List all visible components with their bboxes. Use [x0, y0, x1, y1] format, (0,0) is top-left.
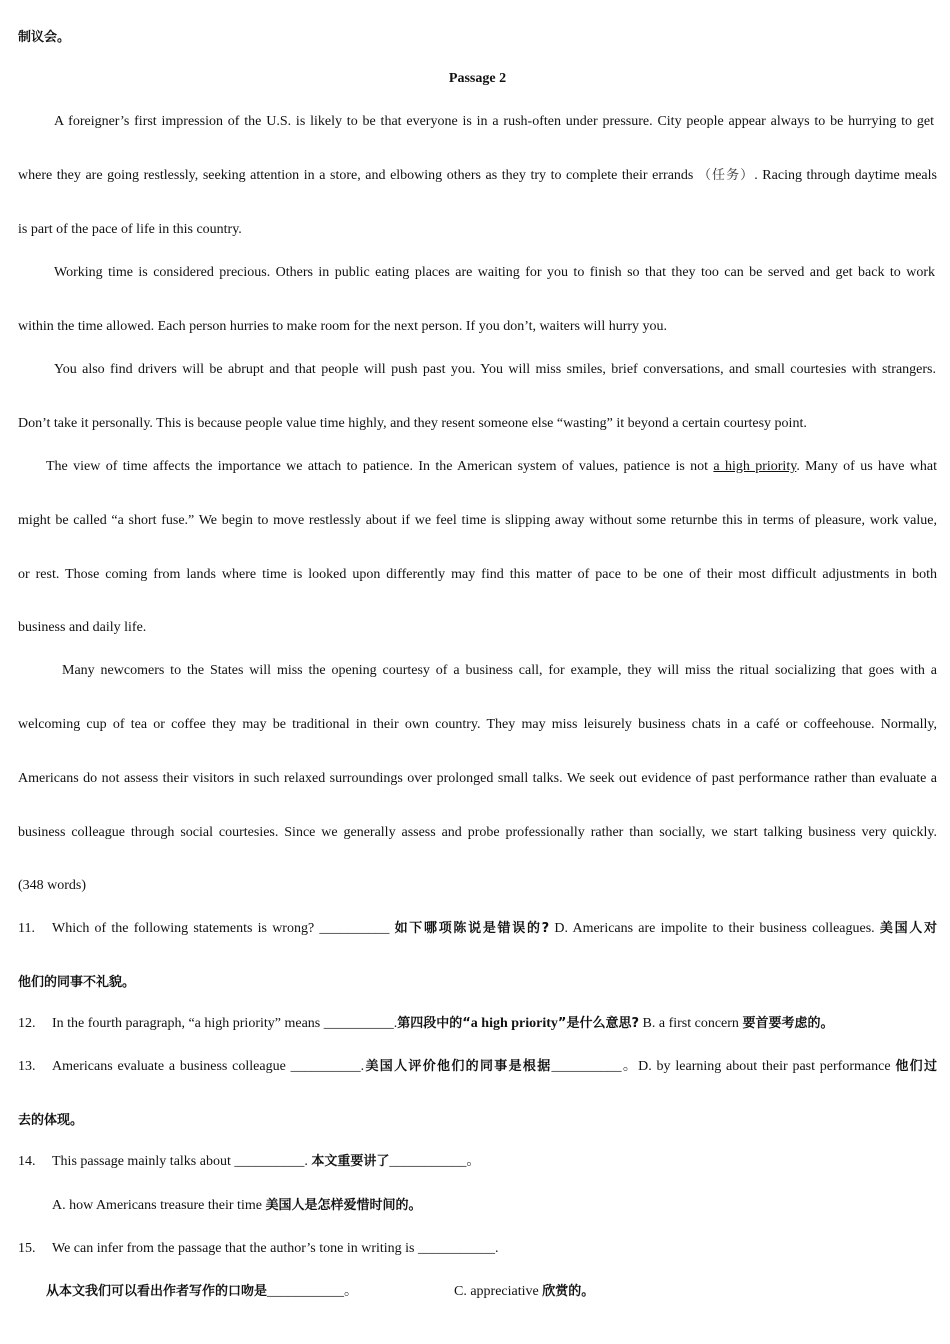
- p4-line-3: or rest. Those coming from lands where time is looked upon differently may find this matter of pace to be one of their most difficult adjustments in both: [18, 567, 937, 582]
- q14-cn: 本文重要讲了: [311, 1154, 390, 1169]
- p5-line-2: welcoming cup of tea or coffee they may be traditional in their own country. They may miss leisurely business chats in a café or coffeehouse. Normally,: [18, 717, 937, 732]
- question-11: [18, 920, 937, 938]
- q13-cn: 美国人评价他们的同事是根据: [364, 1059, 552, 1074]
- q15-answer-cn: 欣赏的。: [542, 1284, 595, 1299]
- p5-line-4: business colleague through social courtesies. Since we generally assess and probe professionally rather than socially, we start talking business very quickly.: [18, 825, 937, 840]
- question-12: [18, 1015, 937, 1033]
- q12-phrase: a high priority: [470, 1016, 558, 1031]
- q14-text: This passage mainly talks about __________.: [52, 1154, 312, 1169]
- errands-gloss: （任务）: [697, 168, 755, 183]
- p4-line-1: [46, 458, 937, 476]
- high-priority-phrase: a high priority: [713, 459, 797, 474]
- p5-line-3: Americans do not assess their visitors in such relaxed surroundings over prolonged small talks. We seek out evidence of past performance rather than evaluate a: [18, 771, 937, 786]
- q15-number: 15.: [18, 1241, 36, 1256]
- p4-line-1-tail: . Many of us have what: [796, 459, 938, 474]
- p4-line-2: might be called “a short fuse.” We begin to move restlessly about if we feel time is slipping away without some returnbe this in terms of pleasure, work value,: [18, 513, 937, 528]
- q12-answer-cn: 要首要考虑的。: [742, 1016, 834, 1031]
- p4-line-4: business and daily life.: [18, 620, 147, 635]
- q15-text: We can infer from the passage that the author’s tone in writing is ___________.: [52, 1241, 499, 1256]
- q13-answer-cn: 他们过: [895, 1059, 937, 1074]
- q15-answer-text: C. appreciative: [454, 1284, 543, 1299]
- word-count: (348 words): [18, 878, 87, 893]
- q15-cn: 从本文我们可以看出作者写作的口吻是: [46, 1284, 268, 1299]
- q14-answer-text: A. how Americans treasure their time: [52, 1198, 266, 1213]
- q15-blank: ___________。: [267, 1284, 359, 1299]
- q13-answer: __________。D. by learning about their past performance: [551, 1059, 896, 1074]
- question-13: [18, 1058, 937, 1076]
- q12-cn-a: 第四段中的“: [397, 1016, 471, 1031]
- question-14: [18, 1153, 937, 1171]
- q12-text: In the fourth paragraph, “a high priority” means __________.: [52, 1016, 398, 1031]
- p2-line-1: Working time is considered precious. Others in public eating places are waiting for you to finish so that they too can be served and get back to work: [54, 265, 935, 280]
- q11-continuation: 他们的同事不礼貌。: [18, 975, 136, 990]
- q15-answer: [454, 1283, 934, 1301]
- p5-line-1: Many newcomers to the States will miss the opening courtesy of a business call, for example, they will miss the ritual socializing that goes with a: [62, 663, 937, 678]
- p1-line-2-tail: . Racing through daytime meals: [754, 168, 937, 183]
- q12-cn-b: ”是什么意思?: [557, 1016, 640, 1031]
- p1-line-2: [18, 167, 937, 185]
- p2-line-2: within the time allowed. Each person hurries to make room for the next person. If you don’t, waiters will hurry you.: [18, 319, 668, 334]
- q11-number: 11.: [18, 921, 35, 936]
- p4-line-1-text: The view of time affects the importance we attach to patience. In the American system of values, patience is not: [46, 459, 709, 474]
- q11-answer: D. Americans are impolite to their business colleagues.: [549, 921, 880, 936]
- q14-number: 14.: [18, 1154, 36, 1169]
- q14-blank: ___________。: [389, 1154, 481, 1169]
- p1-line-3: is part of the pace of life in this country.: [18, 222, 242, 237]
- header-fragment: 制议会。: [18, 30, 71, 45]
- q13-number: 13.: [18, 1059, 36, 1074]
- p1-line-1: A foreigner’s first impression of the U.S. is likely to be that everyone is in a rush-often under pressure. City people appear always to be hurrying to get: [54, 114, 934, 129]
- q11-cn: 如下哪项陈说是错误的?: [394, 921, 550, 936]
- q12-number: 12.: [18, 1016, 36, 1031]
- q14-answer-cn: 美国人是怎样爱惜时间的。: [265, 1198, 422, 1213]
- q12-answer: B. a first concern: [639, 1016, 743, 1031]
- p3-line-1: You also find drivers will be abrupt and that people will push past you. You will miss smiles, brief conversations, and small courtesies with strangers.: [54, 362, 936, 377]
- p1-line-2-text: where they are going restlessly, seeking attention in a store, and elbowing others as they try to complete their errands: [18, 168, 694, 183]
- q13-text: Americans evaluate a business colleague __________.: [52, 1059, 365, 1074]
- q14-answer: [52, 1197, 950, 1215]
- p3-line-2: Don’t take it personally. This is because people value time highly, and they resent someone else “wasting” it beyond a certain courtesy point.: [18, 416, 807, 431]
- question-15: [18, 1240, 937, 1258]
- passage-title: Passage 2: [448, 71, 507, 86]
- q11-text: Which of the following statements is wrong? __________: [52, 921, 395, 936]
- q11-answer-cn: 美国人对: [879, 921, 937, 936]
- q13-continuation: 去的体现。: [18, 1113, 84, 1128]
